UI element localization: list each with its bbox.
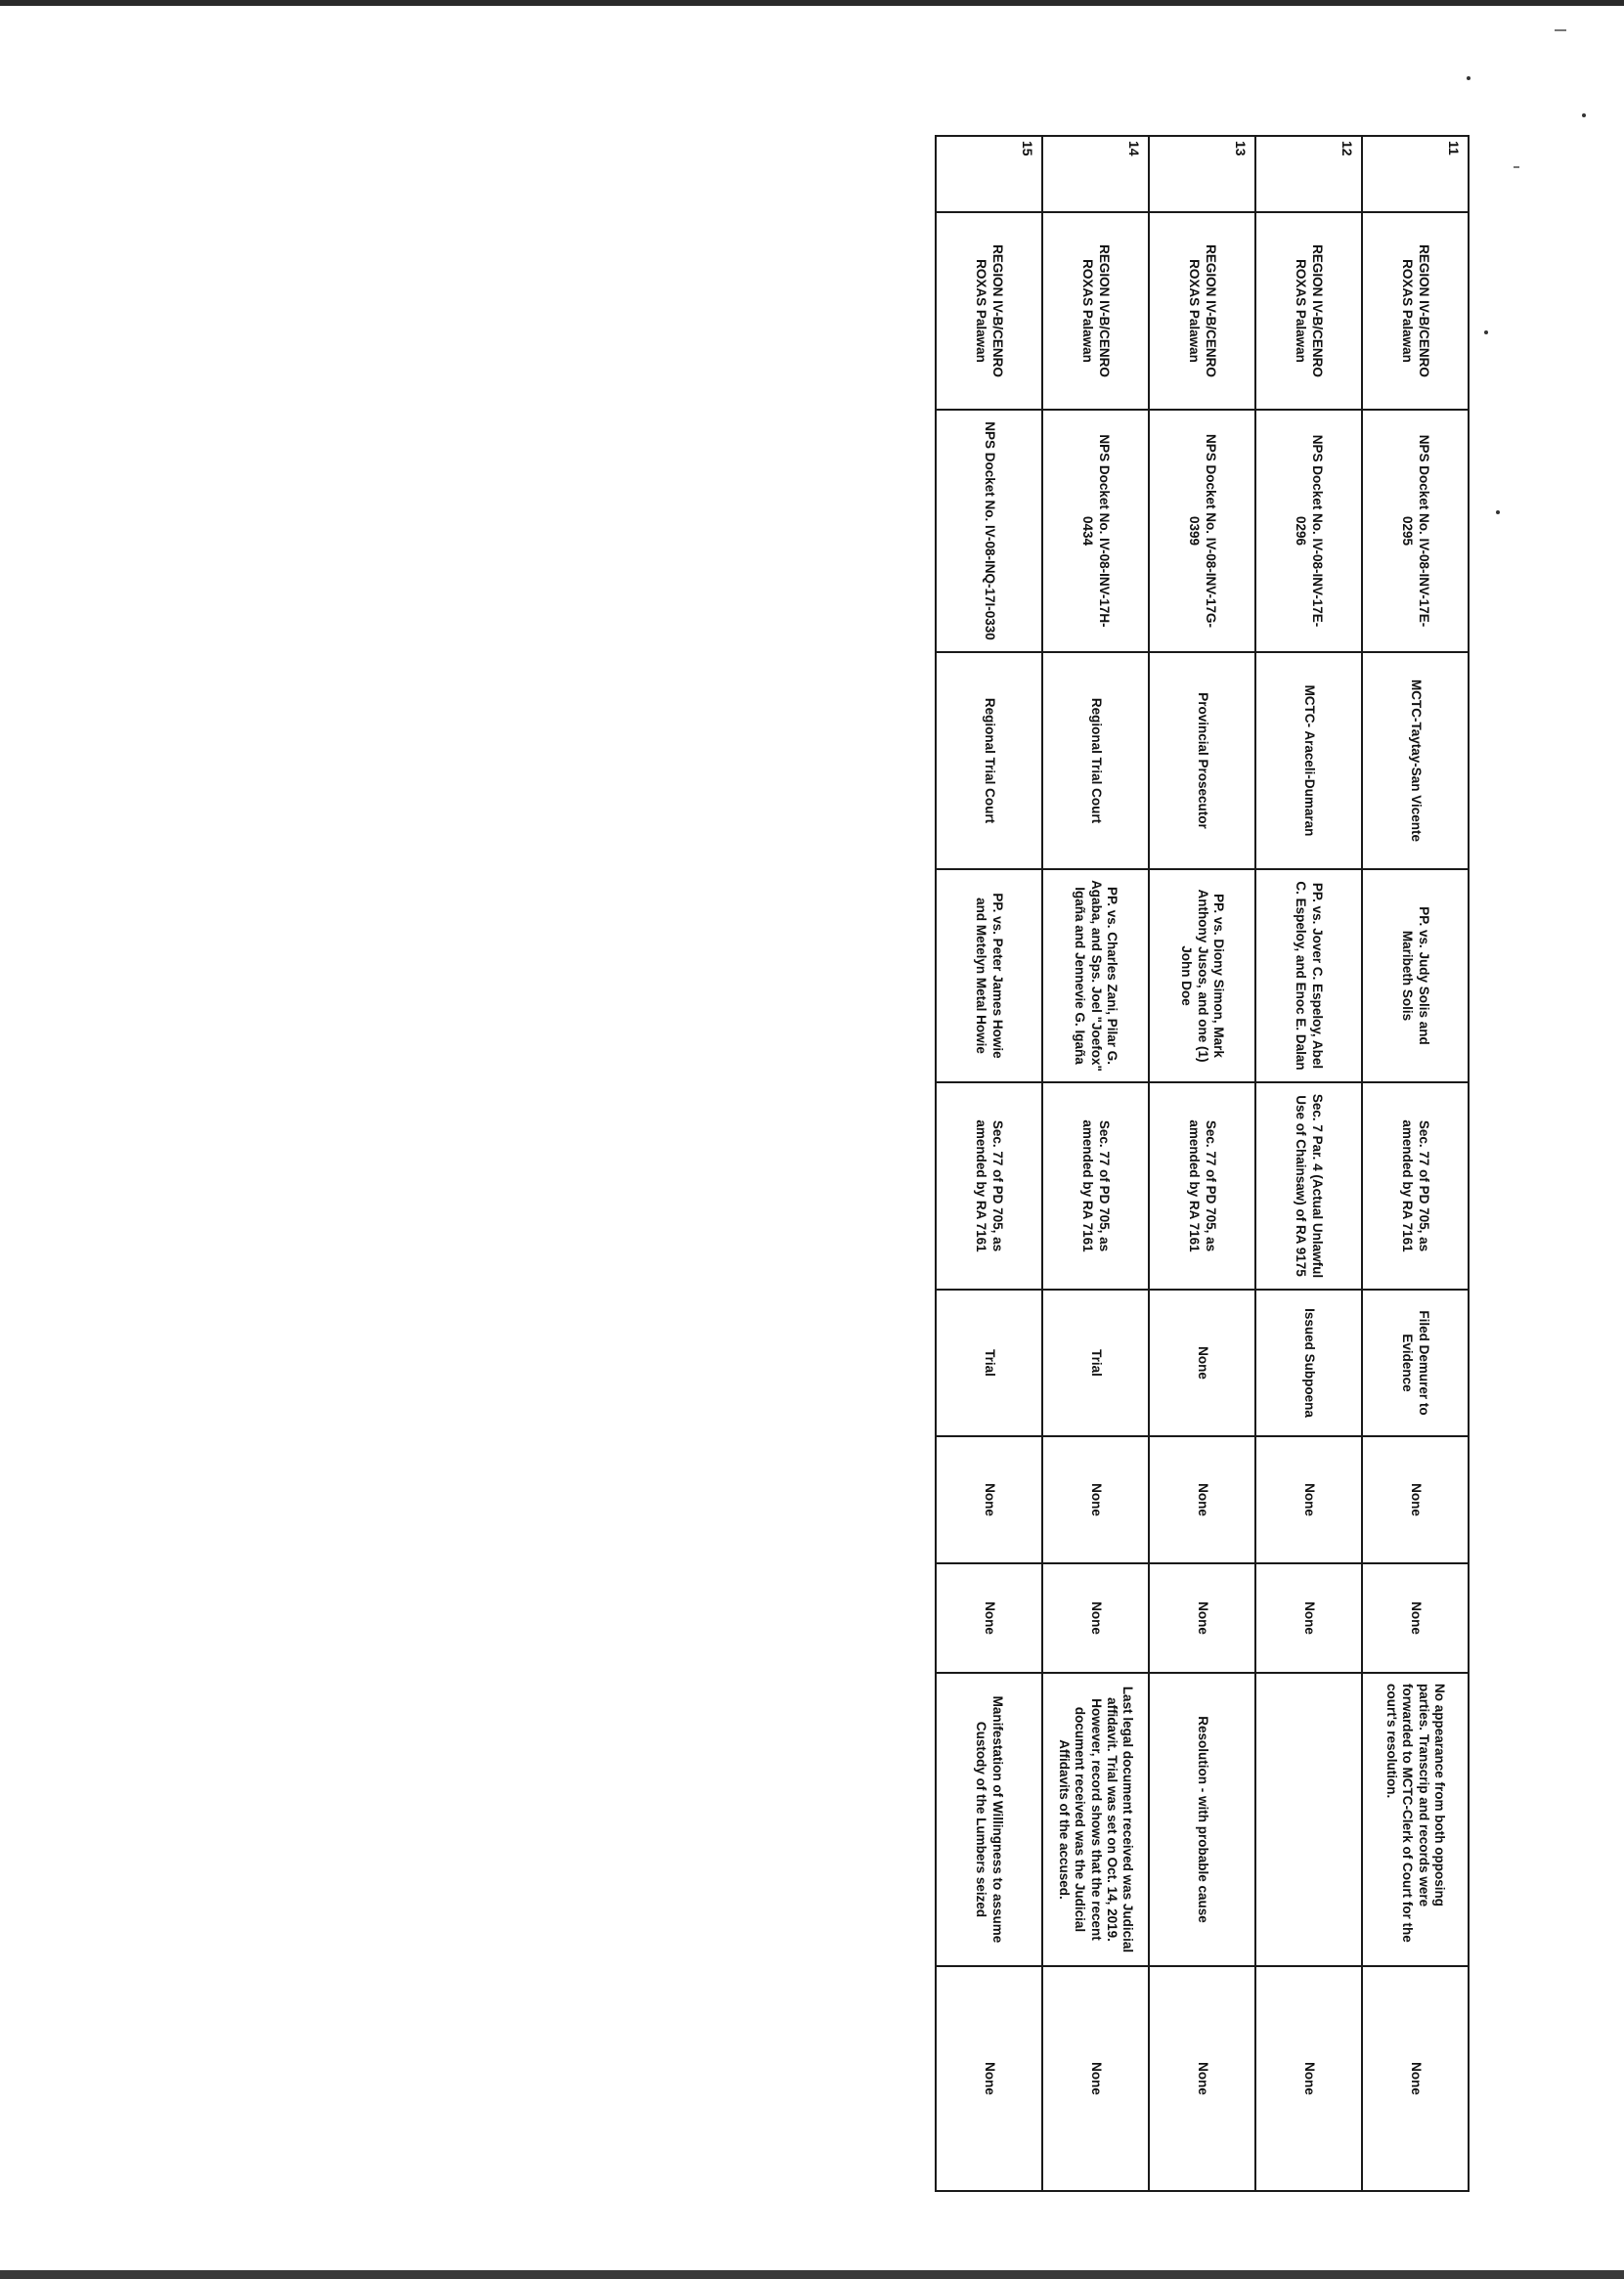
remarks-cell: Last legal document received was Judicial affidavit. Trial was set on Oct. 14, 2019. However, record shows that the recent document received was the Judicial Affidavits of the accused.: [1042, 1673, 1149, 1966]
col10-cell: None: [936, 1966, 1042, 2191]
office-cell: REGION IV-B/CENRO ROXAS Palawan: [1042, 212, 1149, 410]
table-row: [936, 136, 1042, 2191]
row-number: 14: [1042, 136, 1149, 212]
status-cell: None: [1149, 1290, 1255, 1436]
col7-cell: None: [1149, 1436, 1255, 1563]
docket-cell: NPS Docket No. IV-08-INV-17H-0434: [1042, 410, 1149, 652]
remarks-cell: Manifestation of Willingness to assume Custody of the Lumbers seized: [936, 1673, 1042, 1966]
scan-speck: [1484, 330, 1488, 334]
scan-mark: [1514, 166, 1519, 168]
remarks-cell: Resolution - with probable cause: [1149, 1673, 1255, 1966]
court-cell: MCTC-Taytay-San Vicente: [1362, 652, 1469, 869]
table-row: [1149, 136, 1255, 2191]
court-cell: Regional Trial Court: [936, 652, 1042, 869]
col7-cell: None: [936, 1436, 1042, 1563]
case-title-cell: PP. vs. Charles Zani, Pilar G. Agaba, and Sps. Joel "Joefox" Igaña and Jennevie G. Igaña: [1042, 869, 1149, 1082]
table-row: [1042, 136, 1149, 2191]
row-number: 13: [1149, 136, 1255, 212]
row-number: 15: [936, 136, 1042, 212]
status-cell: Trial: [936, 1290, 1042, 1436]
col10-cell: None: [1042, 1966, 1149, 2191]
col10-cell: None: [1362, 1966, 1469, 2191]
row-number: 11: [1362, 136, 1469, 212]
docket-cell: NPS Docket No. IV-08-INV-17G-0399: [1149, 410, 1255, 652]
scan-top-edge: [0, 0, 1624, 6]
offense-cell: Sec. 7 Par. 4 (Actual Unlawful Use of Chainsaw) of RA 9175: [1255, 1082, 1362, 1290]
offense-cell: Sec. 77 of PD 705, as amended by RA 7161: [1042, 1082, 1149, 1290]
col8-cell: None: [1362, 1563, 1469, 1673]
status-cell: Filed Demurer to Evidence: [1362, 1290, 1469, 1436]
row-number: 12: [1255, 136, 1362, 212]
offense-cell: Sec. 77 of PD 705, as amended by RA 7161: [1362, 1082, 1469, 1290]
docket-cell: NPS Docket No. IV-08-INV-17E-0296: [1255, 410, 1362, 652]
col7-cell: None: [1255, 1436, 1362, 1563]
col8-cell: None: [1149, 1563, 1255, 1673]
col10-cell: None: [1149, 1966, 1255, 2191]
case-title-cell: PP. vs. Diony Simon, Mark Anthony Jusos, and one (1) John Doe: [1149, 869, 1255, 1082]
scan-bottom-edge: [0, 2270, 1624, 2279]
col8-cell: None: [1042, 1563, 1149, 1673]
scan-mark: [1555, 29, 1566, 31]
scan-speck: [1467, 76, 1470, 80]
table-row: [1255, 136, 1362, 2191]
col8-cell: None: [1255, 1563, 1362, 1673]
case-title-cell: PP. vs. Peter James Howie and Metelyn Metal Howie: [936, 869, 1042, 1082]
col7-cell: None: [1042, 1436, 1149, 1563]
case-table-rotated: [937, 135, 1470, 2190]
docket-cell: NPS Docket No. IV-08-INQ-17I-0330: [936, 410, 1042, 652]
office-cell: REGION IV-B/CENRO ROXAS Palawan: [1362, 212, 1469, 410]
offense-cell: Sec. 77 of PD 705, as amended by RA 7161: [1149, 1082, 1255, 1290]
office-cell: REGION IV-B/CENRO ROXAS Palawan: [1149, 212, 1255, 410]
court-cell: Regional Trial Court: [1042, 652, 1149, 869]
col7-cell: None: [1362, 1436, 1469, 1563]
case-title-cell: PP. vs. Judy Solis and Maribeth Solis: [1362, 869, 1469, 1082]
table-row: [1362, 136, 1469, 2191]
scan-speck: [1582, 113, 1586, 117]
office-cell: REGION IV-B/CENRO ROXAS Palawan: [936, 212, 1042, 410]
col10-cell: None: [1255, 1966, 1362, 2191]
scan-speck: [1496, 510, 1500, 514]
court-cell: Provincial Prosecutor: [1149, 652, 1255, 869]
case-status-table: [935, 135, 1470, 2192]
office-cell: REGION IV-B/CENRO ROXAS Palawan: [1255, 212, 1362, 410]
status-cell: Trial: [1042, 1290, 1149, 1436]
remarks-cell: No appearance from both opposing parties. Transcrip and records were forwarded to MCTC-Clerk of Court for the court's resolution.: [1362, 1673, 1469, 1966]
offense-cell: Sec. 77 of PD 705, as amended by RA 7161: [936, 1082, 1042, 1290]
remarks-cell: [1255, 1673, 1362, 1966]
col8-cell: None: [936, 1563, 1042, 1673]
docket-cell: NPS Docket No. IV-08-INV-17E-0295: [1362, 410, 1469, 652]
case-title-cell: PP. vs. Jover C. Espeloy, Abel C. Espeloy, and Enoc E. Dalan: [1255, 869, 1362, 1082]
status-cell: Issued Subpoena: [1255, 1290, 1362, 1436]
court-cell: MCTC- Araceli-Dumaran: [1255, 652, 1362, 869]
